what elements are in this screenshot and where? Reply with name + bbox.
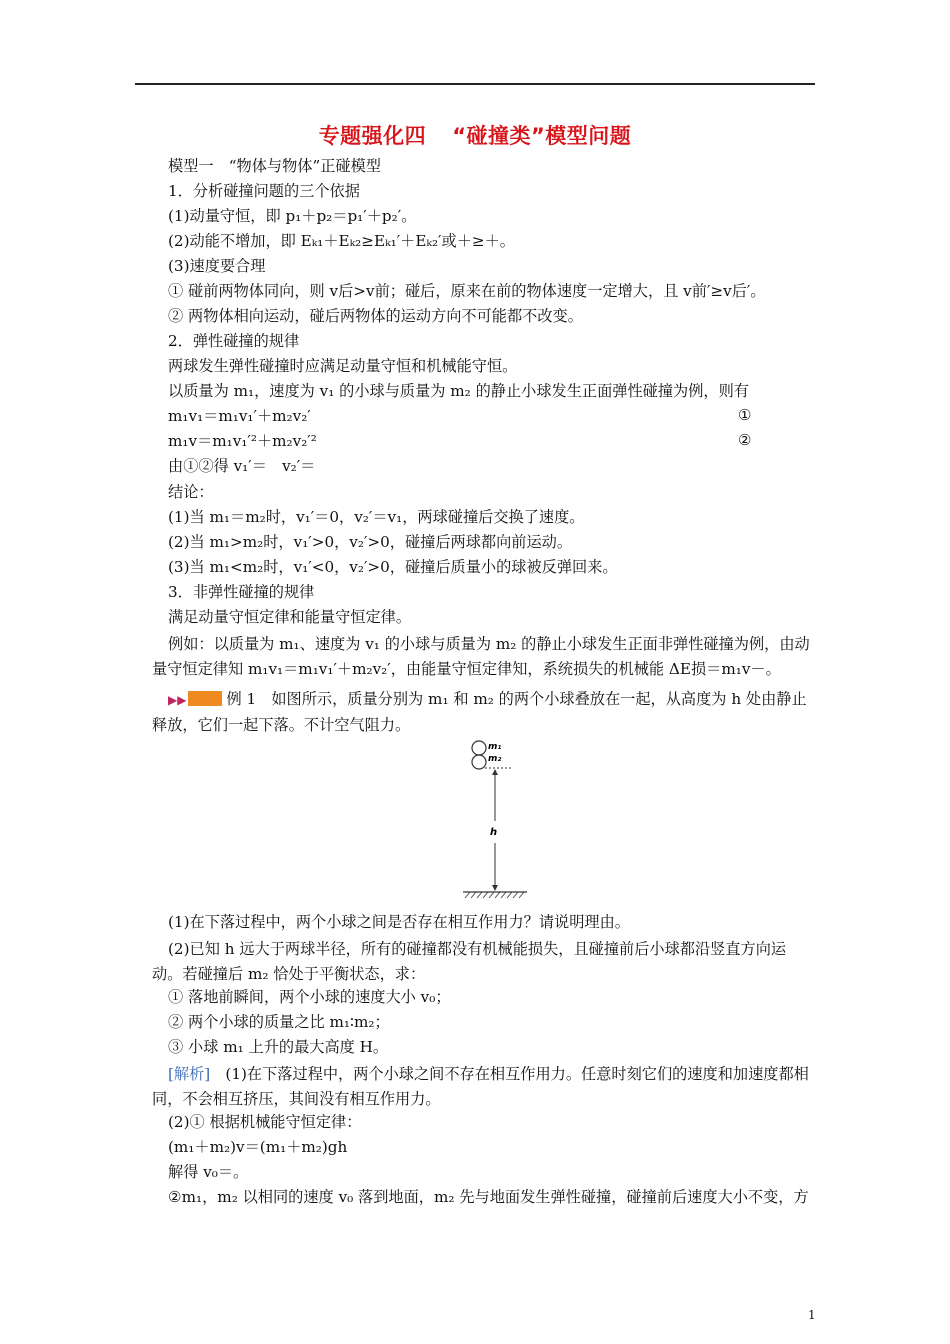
analysis-label: [解析] (168, 1065, 211, 1083)
falling-balls-figure (455, 735, 535, 900)
equation-number: ② (738, 431, 752, 449)
text-line: (1)当 m₁＝m₂时，v₁′＝0，v₂′＝v₁，两球碰撞后交换了速度。 (168, 508, 585, 526)
question-2-part: ① 落地前瞬间，两个小球的速度大小 v₀； (168, 988, 451, 1006)
text-line: (3)速度要合理 (168, 257, 266, 275)
analysis-line: 解得 v₀＝。 (168, 1163, 249, 1181)
arrow-up-head (492, 769, 498, 775)
page-number: 1 (808, 1308, 816, 1322)
example-tag-marker (188, 691, 222, 706)
equation-number: ① (738, 406, 752, 424)
header-rule (135, 83, 815, 85)
text-line: 由①②得 v₁′＝ v₂′＝ (168, 457, 316, 475)
text-line: (2)当 m₁>m₂时，v₁′>0，v₂′>0，碰撞后两球都向前运动。 (168, 533, 573, 551)
analysis-line: (m₁＋m₂)v＝(m₁＋m₂)gh (168, 1138, 348, 1156)
example-1 (152, 687, 816, 738)
question-2-part: ② 两个小球的质量之比 m₁∶m₂； (168, 1013, 390, 1031)
example-1-text: 例 1 如图所示，质量分别为 m₁ 和 m₂ 的两个小球叠放在一起，从高度为 h 处由静止释放，它们一起下落。不计空气阻力。 (152, 690, 807, 734)
text-line: ① 碰前两物体同向，则 v后>v前；碰后，原来在前的物体速度一定增大，且 v前′≥v后′。 (168, 282, 766, 300)
text-line: 3．非弹性碰撞的规律 (168, 583, 315, 601)
text-line: (2)动能不增加，即 Eₖ₁＋Eₖ₂≥Eₖ₁′＋Eₖ₂′或＋≥＋。 (168, 232, 515, 250)
question-2-part: ③ 小球 m₁ 上升的最大高度 H。 (168, 1038, 389, 1056)
ball-m1 (472, 741, 486, 755)
text-line: (1)动量守恒，即 p₁＋p₂＝p₁′＋p₂′。 (168, 207, 417, 225)
arrow-down-head (492, 885, 498, 891)
equation-line: m₁v₁＝m₁v₁′＋m₂v₂′ (168, 407, 311, 425)
label-m1: m₁ (488, 742, 502, 752)
label-h: h (490, 827, 498, 838)
ground-hatch (465, 892, 524, 898)
arrow-icon: ▶▶ (168, 693, 187, 707)
question-1: (1)在下落过程中，两个小球之间是否存在相互作用力？请说明理由。 (168, 913, 630, 931)
analysis-paragraph (152, 1062, 816, 1112)
text-line: 以质量为 m₁，速度为 v₁ 的小球与质量为 m₂ 的静止小球发生正面弹性碰撞为例，则有 (168, 382, 749, 400)
example-paragraph: 例如：以质量为 m₁、速度为 v₁ 的小球与质量为 m₂ 的静止小球发生正面非弹性碰撞为例，由动量守恒定律知 m₁v₁＝m₁v₁′＋m₂v₂′，由能量守恒定律知，系统损失的机械能 ΔE损＝m₁v－。 (152, 635, 810, 678)
analysis-text: (1)在下落过程中，两个小球之间不存在相互作用力。任意时刻它们的速度和加速度都相同，不会相互挤压，其间没有相互作用力。 (152, 1065, 809, 1108)
text-line: 1．分析碰撞问题的三个依据 (168, 182, 360, 200)
ball-m2 (472, 755, 486, 769)
label-m2: m₂ (488, 754, 502, 764)
text-line: ② 两物体相向运动，碰后两物体的运动方向不可能都不改变。 (168, 307, 583, 325)
page-title (0, 120, 950, 150)
question-2: (2)已知 h 远大于两球半径，所有的碰撞都没有机械能损失，且碰撞前后小球都沿竖直方向运动。若碰撞后 m₂ 恰处于平衡状态，求： (152, 940, 787, 983)
equation-line: m₁v＝m₁v₁′²＋m₂v₂′² (168, 432, 317, 450)
text-line: 2．弹性碰撞的规律 (168, 332, 300, 350)
text-line: 满足动量守恒定律和能量守恒定律。 (168, 608, 411, 626)
text-line: 模型一 “物体与物体”正碰模型 (168, 157, 381, 175)
title-part1: 专题强化四 (318, 124, 427, 148)
text-line: (3)当 m₁<m₂时，v₁′<0，v₂′>0，碰撞后质量小的球被反弹回来。 (168, 558, 618, 576)
analysis-line: (2)① 根据机械能守恒定律： (168, 1113, 362, 1131)
analysis-line: ②m₁，m₂ 以相同的速度 v₀ 落到地面，m₂ 先与地面发生弹性碰撞，碰撞前后速度大小不变，方 (168, 1188, 809, 1206)
title-part2: “碰撞类”模型问题 (452, 124, 632, 148)
text-line: 两球发生弹性碰撞时应满足动量守恒和机械能守恒。 (168, 357, 518, 375)
text-line: 结论： (168, 483, 214, 501)
